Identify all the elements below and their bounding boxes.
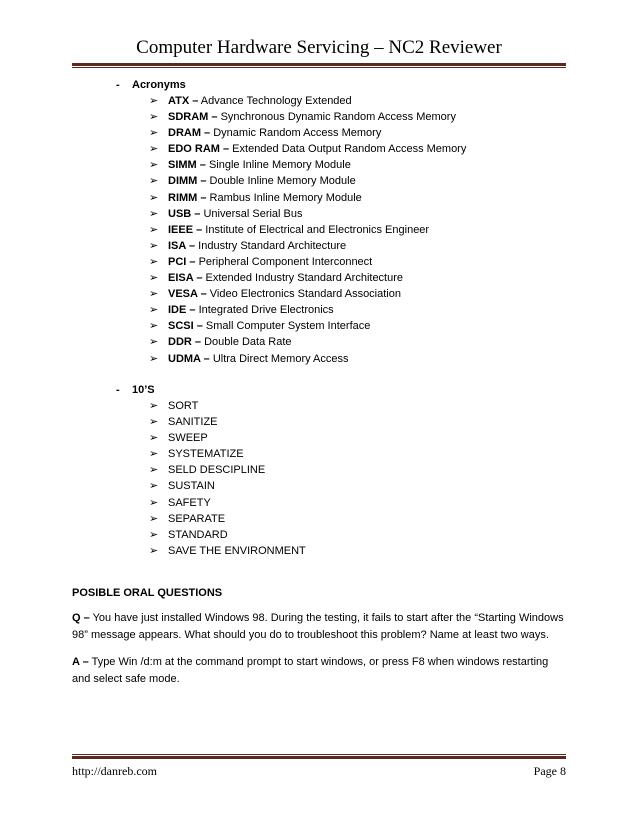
acronym-term: SIMM – <box>168 159 206 172</box>
acronym-term: RIMM – <box>168 191 207 204</box>
acronym-text <box>168 222 429 238</box>
arrow-bullet-icon: ➢ <box>149 175 159 188</box>
section-dash: - <box>116 384 120 396</box>
acronym-definition: Dynamic Random Access Memory <box>210 127 382 140</box>
arrow-bullet-icon: ➢ <box>149 255 159 268</box>
header-rule <box>72 63 566 66</box>
acronym-text <box>168 173 356 189</box>
section-dash: - <box>116 79 120 91</box>
acronym-text <box>168 270 403 286</box>
acronym-term: EISA – <box>168 272 203 285</box>
arrow-bullet-icon: ➢ <box>149 272 159 285</box>
acronym-term: VESA – <box>168 288 207 301</box>
arrow-bullet-icon: ➢ <box>149 400 159 412</box>
acronym-term: EDO RAM – <box>168 143 230 156</box>
answer-paragraph <box>72 654 566 688</box>
footer-rule-thin <box>72 754 566 755</box>
acronym-text <box>168 190 362 206</box>
acronym-term: SCSI – <box>168 320 203 333</box>
arrow-bullet-icon: ➢ <box>149 304 159 317</box>
tens-item-label: SAFETY <box>168 496 211 509</box>
arrow-bullet-icon: ➢ <box>149 528 159 541</box>
tens-item-label: SANITIZE <box>168 416 218 429</box>
acronym-definition: Double Inline Memory Module <box>206 175 356 188</box>
tens-item-label: SORT <box>168 400 199 412</box>
acronym-text <box>168 334 292 350</box>
acronym-text <box>168 125 381 141</box>
header-title: Computer Hardware Servicing – NC2 Reviewer <box>136 37 502 58</box>
arrow-bullet-icon: ➢ <box>149 127 159 140</box>
acronym-text <box>168 238 346 254</box>
acronym-text <box>168 286 401 302</box>
arrow-bullet-icon: ➢ <box>149 143 159 156</box>
acronym-term: PCI – <box>168 255 196 268</box>
question-paragraph <box>72 610 566 644</box>
arrow-bullet-icon: ➢ <box>149 111 159 124</box>
acronym-text <box>168 109 456 125</box>
acronym-definition: Institute of Electrical and Electronics Engineer <box>202 223 430 236</box>
acronym-term: DIMM – <box>168 175 207 188</box>
section-heading-label: Acronyms <box>132 79 186 91</box>
acronym-definition: Industry Standard Architecture <box>195 239 347 252</box>
question-lead: Q – <box>72 612 90 624</box>
page-number: Page 8 <box>533 764 566 778</box>
acronym-definition: Synchronous Dynamic Random Access Memory <box>217 111 456 124</box>
question-text: You have just installed Windows 98. During the testing, it fails to start after the “Starting Windows 98” message appears. What should you do to troubleshoot this problem? Name at least two ways. <box>72 612 564 641</box>
arrow-bullet-icon: ➢ <box>149 336 159 349</box>
acronym-term: IEEE – <box>168 223 203 236</box>
arrow-bullet-icon: ➢ <box>149 159 159 172</box>
arrow-bullet-icon: ➢ <box>149 320 159 333</box>
acronym-text <box>168 302 334 318</box>
acronym-definition: Extended Industry Standard Architecture <box>202 272 404 285</box>
acronym-text <box>168 351 349 367</box>
acronym-definition: Integrated Drive Electronics <box>195 304 334 317</box>
answer-lead: A – <box>72 656 89 668</box>
acronym-text <box>168 93 352 109</box>
acronym-definition: Advance Technology Extended <box>198 95 352 107</box>
arrow-bullet-icon: ➢ <box>149 448 159 461</box>
acronym-term: DDR – <box>168 336 202 349</box>
acronym-definition: Rambus Inline Memory Module <box>206 191 362 204</box>
acronym-term: USB – <box>168 207 201 220</box>
tens-item-label: SYSTEMATIZE <box>168 448 244 461</box>
tens-item-label: SEPARATE <box>168 512 226 525</box>
arrow-bullet-icon: ➢ <box>149 496 159 509</box>
acronym-definition: Extended Data Output Random Access Memory <box>229 143 467 156</box>
footer-rule <box>72 756 566 759</box>
arrow-bullet-icon: ➢ <box>149 464 159 477</box>
tens-item-label: STANDARD <box>168 528 228 541</box>
acronym-definition: Single Inline Memory Module <box>205 159 351 172</box>
tens-item-label: SAVE THE ENVIRONMENT <box>168 544 306 557</box>
arrow-bullet-icon: ➢ <box>149 544 159 557</box>
acronym-term: ATX – <box>168 95 199 107</box>
acronym-text <box>168 318 370 334</box>
arrow-bullet-icon: ➢ <box>149 191 159 204</box>
arrow-bullet-icon: ➢ <box>149 95 159 107</box>
acronym-definition: Video Electronics Standard Association <box>206 288 401 301</box>
section-heading-label: 10’S <box>132 384 155 396</box>
acronym-term: UDMA – <box>168 352 210 365</box>
tens-item-label: SELD DESCIPLINE <box>168 464 266 477</box>
acronym-definition: Universal Serial Bus <box>200 207 303 220</box>
acronym-text <box>168 141 466 157</box>
arrow-bullet-icon: ➢ <box>149 239 159 252</box>
acronym-text <box>168 157 351 173</box>
acronym-definition: Double Data Rate <box>201 336 292 349</box>
acronym-text <box>168 254 372 270</box>
arrow-bullet-icon: ➢ <box>149 288 159 301</box>
acronym-definition: Small Computer System Interface <box>202 320 371 333</box>
arrow-bullet-icon: ➢ <box>149 432 159 445</box>
arrow-bullet-icon: ➢ <box>149 223 159 236</box>
acronym-term: IDE – <box>168 304 196 317</box>
acronym-term: DRAM – <box>168 127 211 140</box>
acronym-term: SDRAM – <box>168 111 218 124</box>
footer-url[interactable]: http://danreb.com <box>72 764 157 778</box>
tens-item-label: SWEEP <box>168 432 208 445</box>
header-rule-thin <box>72 67 566 68</box>
acronym-term: ISA – <box>168 239 196 252</box>
tens-item-label: SUSTAIN <box>168 480 215 493</box>
arrow-bullet-icon: ➢ <box>149 352 159 365</box>
acronym-text <box>168 206 303 222</box>
acronym-definition: Peripheral Component Interconnect <box>195 255 373 268</box>
answer-text: Type Win /d:m at the command prompt to start windows, or press F8 when windows restarting and select safe mode. <box>72 656 549 685</box>
arrow-bullet-icon: ➢ <box>149 480 159 493</box>
arrow-bullet-icon: ➢ <box>149 207 159 220</box>
oral-questions-heading: POSIBLE ORAL QUESTIONS <box>72 587 223 599</box>
acronym-definition: Ultra Direct Memory Access <box>209 352 349 365</box>
arrow-bullet-icon: ➢ <box>149 512 159 525</box>
arrow-bullet-icon: ➢ <box>149 416 159 429</box>
